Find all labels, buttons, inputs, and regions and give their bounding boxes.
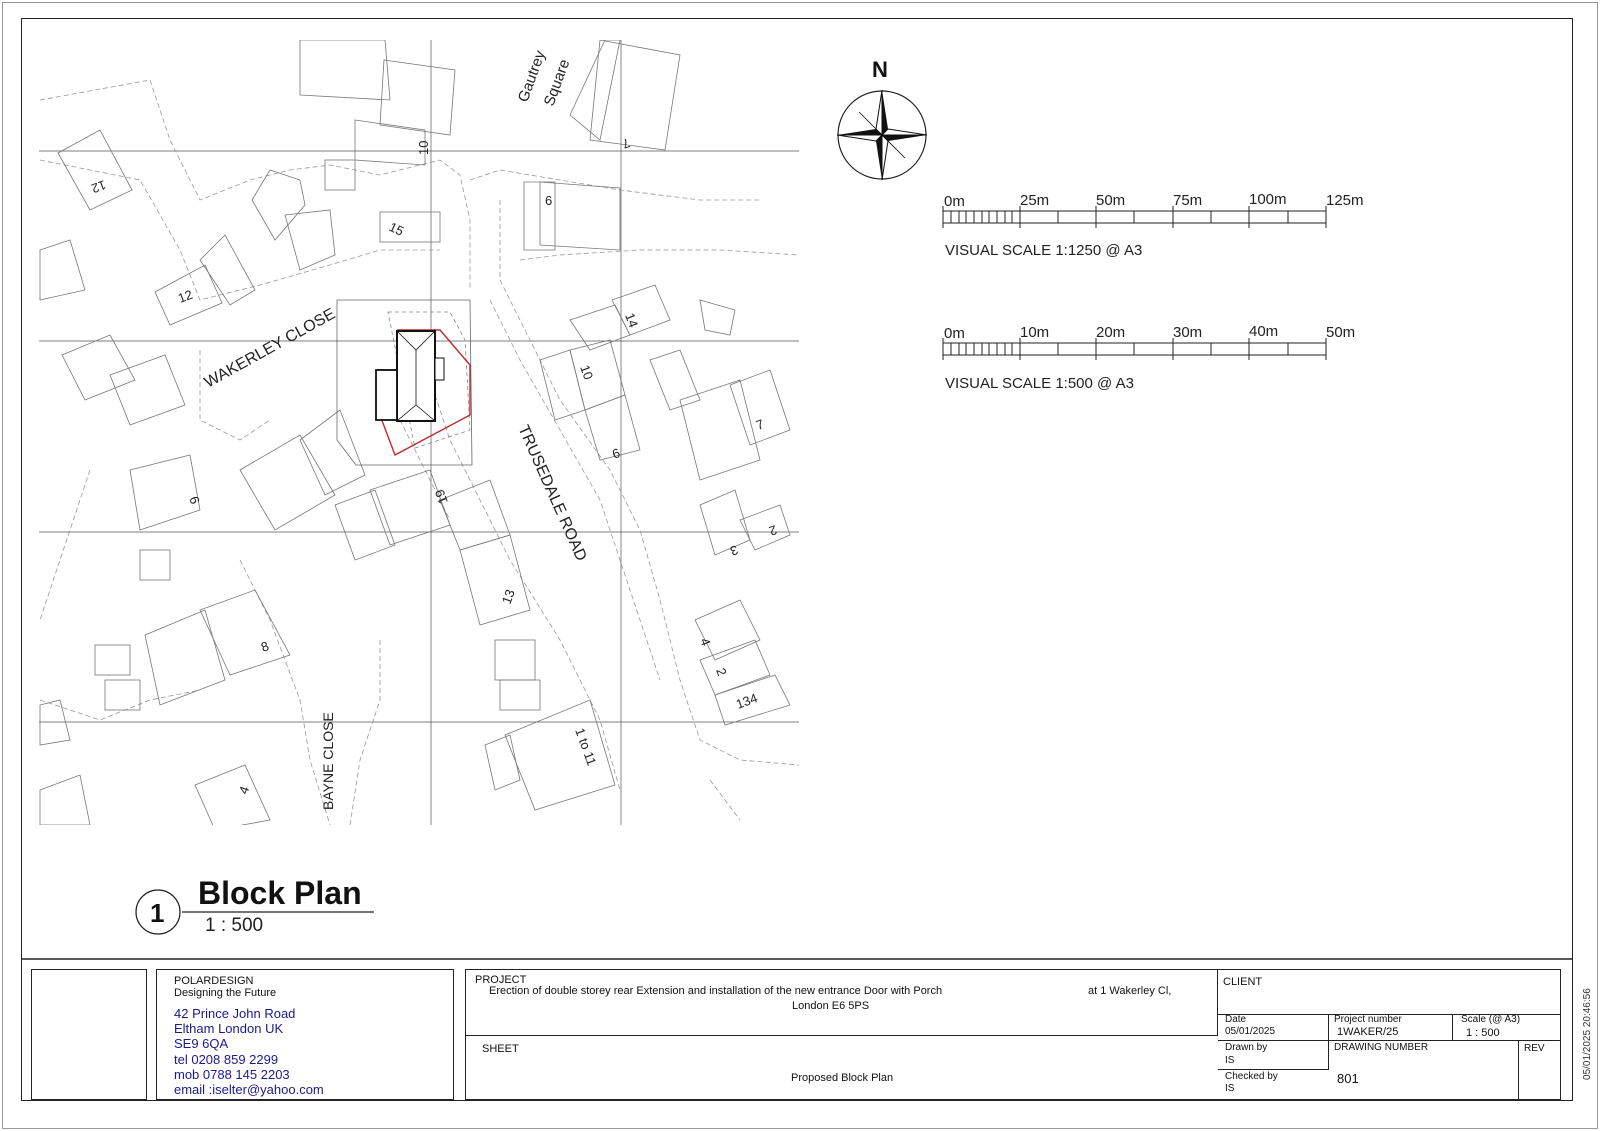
checked-by-label: Checked by <box>1225 1071 1278 1082</box>
sheet-title: Proposed Block Plan <box>791 1072 894 1084</box>
scale-tick-label: 125m <box>1326 192 1364 209</box>
company-email: email :iselter@yahoo.com <box>174 1082 324 1097</box>
company-tel: tel 0208 859 2299 <box>174 1052 279 1067</box>
drawn-by-label: Drawn by <box>1225 1042 1268 1053</box>
house-number: 9 <box>186 494 203 507</box>
house-number: 2 <box>713 665 730 678</box>
project-description: Erection of double storey rear Extension and installation of the new entrance Door with Porch <box>489 985 943 997</box>
scale-tick-label: 50m <box>1326 324 1356 341</box>
street-label-trusedale-road: TRUSEDALE ROAD <box>514 422 590 564</box>
house-number: 3 <box>728 542 741 559</box>
scale-tick-label: 10m <box>1020 324 1050 341</box>
view-title: Block Plan <box>198 875 362 911</box>
project-address-line-1: at 1 Wakerley Cl, <box>1088 985 1172 997</box>
house-number: 4 <box>235 784 253 797</box>
company-address-1: 42 Prince John Road <box>174 1006 296 1021</box>
house-number: 12 <box>89 177 109 197</box>
drawing-number-value: 801 <box>1337 1071 1359 1086</box>
house-number: 14 <box>622 310 642 330</box>
house-number: 10 <box>577 362 597 382</box>
drawn-by-value: IS <box>1225 1055 1235 1066</box>
house-number: 134 <box>733 690 760 712</box>
house-number: 10 <box>416 140 431 155</box>
view-scale: 1 : 500 <box>205 915 264 936</box>
scale-tick-label: 50m <box>1096 192 1126 209</box>
client-cell <box>1218 969 1561 1015</box>
street-label-wakerley-close: WAKERLEY CLOSE <box>201 305 339 392</box>
client-label: CLIENT <box>1223 976 1263 988</box>
scale-tick-label: 75m <box>1173 192 1203 209</box>
north-label: N <box>872 57 888 82</box>
house-number: 15 <box>386 219 407 239</box>
scale-tick-label: 20m <box>1096 324 1126 341</box>
house-number: 1 to 11 <box>572 725 600 768</box>
scale-caption: VISUAL SCALE 1:500 @ A3 <box>945 375 1134 392</box>
scale-label: Scale (@ A3) <box>1461 1014 1521 1025</box>
print-timestamp: 05/01/2025 20:46:56 <box>1582 988 1593 1080</box>
street-label-square: Square <box>540 57 574 109</box>
house-number: 13 <box>498 587 518 607</box>
company-name: POLARDESIGN <box>174 975 254 987</box>
street-label-bayne-close: BAYNE CLOSE <box>320 712 336 810</box>
street-label-gautrey: Gautrey <box>514 48 550 105</box>
scale-tick-label: 100m <box>1249 191 1287 208</box>
house-number: 2 <box>767 522 780 539</box>
house-number: 19 <box>431 487 451 507</box>
scale-tick-label: 40m <box>1249 323 1279 340</box>
compass-rose-icon <box>837 90 927 180</box>
company-mob: mob 0788 145 2203 <box>174 1067 290 1082</box>
house-number: 9 <box>610 445 623 462</box>
company-tagline: Designing the Future <box>174 987 277 999</box>
drawing-number-label: DRAWING NUMBER <box>1334 1042 1429 1053</box>
project-label: PROJECT <box>475 974 527 986</box>
house-number: 7 <box>620 135 633 152</box>
checked-by-value: IS <box>1225 1083 1235 1094</box>
scale-value: 1 : 500 <box>1466 1027 1500 1039</box>
company-address-2: Eltham London UK <box>174 1021 284 1036</box>
rev-label: REV <box>1524 1043 1545 1054</box>
house-number: 6 <box>545 193 553 208</box>
logo-box <box>31 969 147 1100</box>
sheet-label: SHEET <box>482 1043 519 1055</box>
company-postcode: SE9 6QA <box>174 1036 229 1051</box>
project-number-label: Project number <box>1334 1014 1402 1025</box>
scale-caption: VISUAL SCALE 1:1250 @ A3 <box>945 242 1143 259</box>
date-value: 05/01/2025 <box>1225 1026 1276 1037</box>
scale-tick-label: 30m <box>1173 324 1203 341</box>
house-number: 4 <box>697 635 714 648</box>
house-number: 12 <box>175 286 195 306</box>
date-label: Date <box>1225 1014 1247 1025</box>
scale-bar-1250 <box>943 206 1326 228</box>
project-address-line-2: London E6 5PS <box>792 1000 870 1012</box>
house-number: 7 <box>753 416 766 433</box>
view-number: 1 <box>150 898 165 928</box>
scale-bar-500 <box>943 338 1326 360</box>
house-number: 8 <box>258 638 271 655</box>
project-number-value: 1WAKER/25 <box>1337 1026 1399 1038</box>
scale-tick-label: 0m <box>944 325 965 342</box>
scale-tick-label: 0m <box>944 193 965 210</box>
scale-tick-label: 25m <box>1020 192 1050 209</box>
